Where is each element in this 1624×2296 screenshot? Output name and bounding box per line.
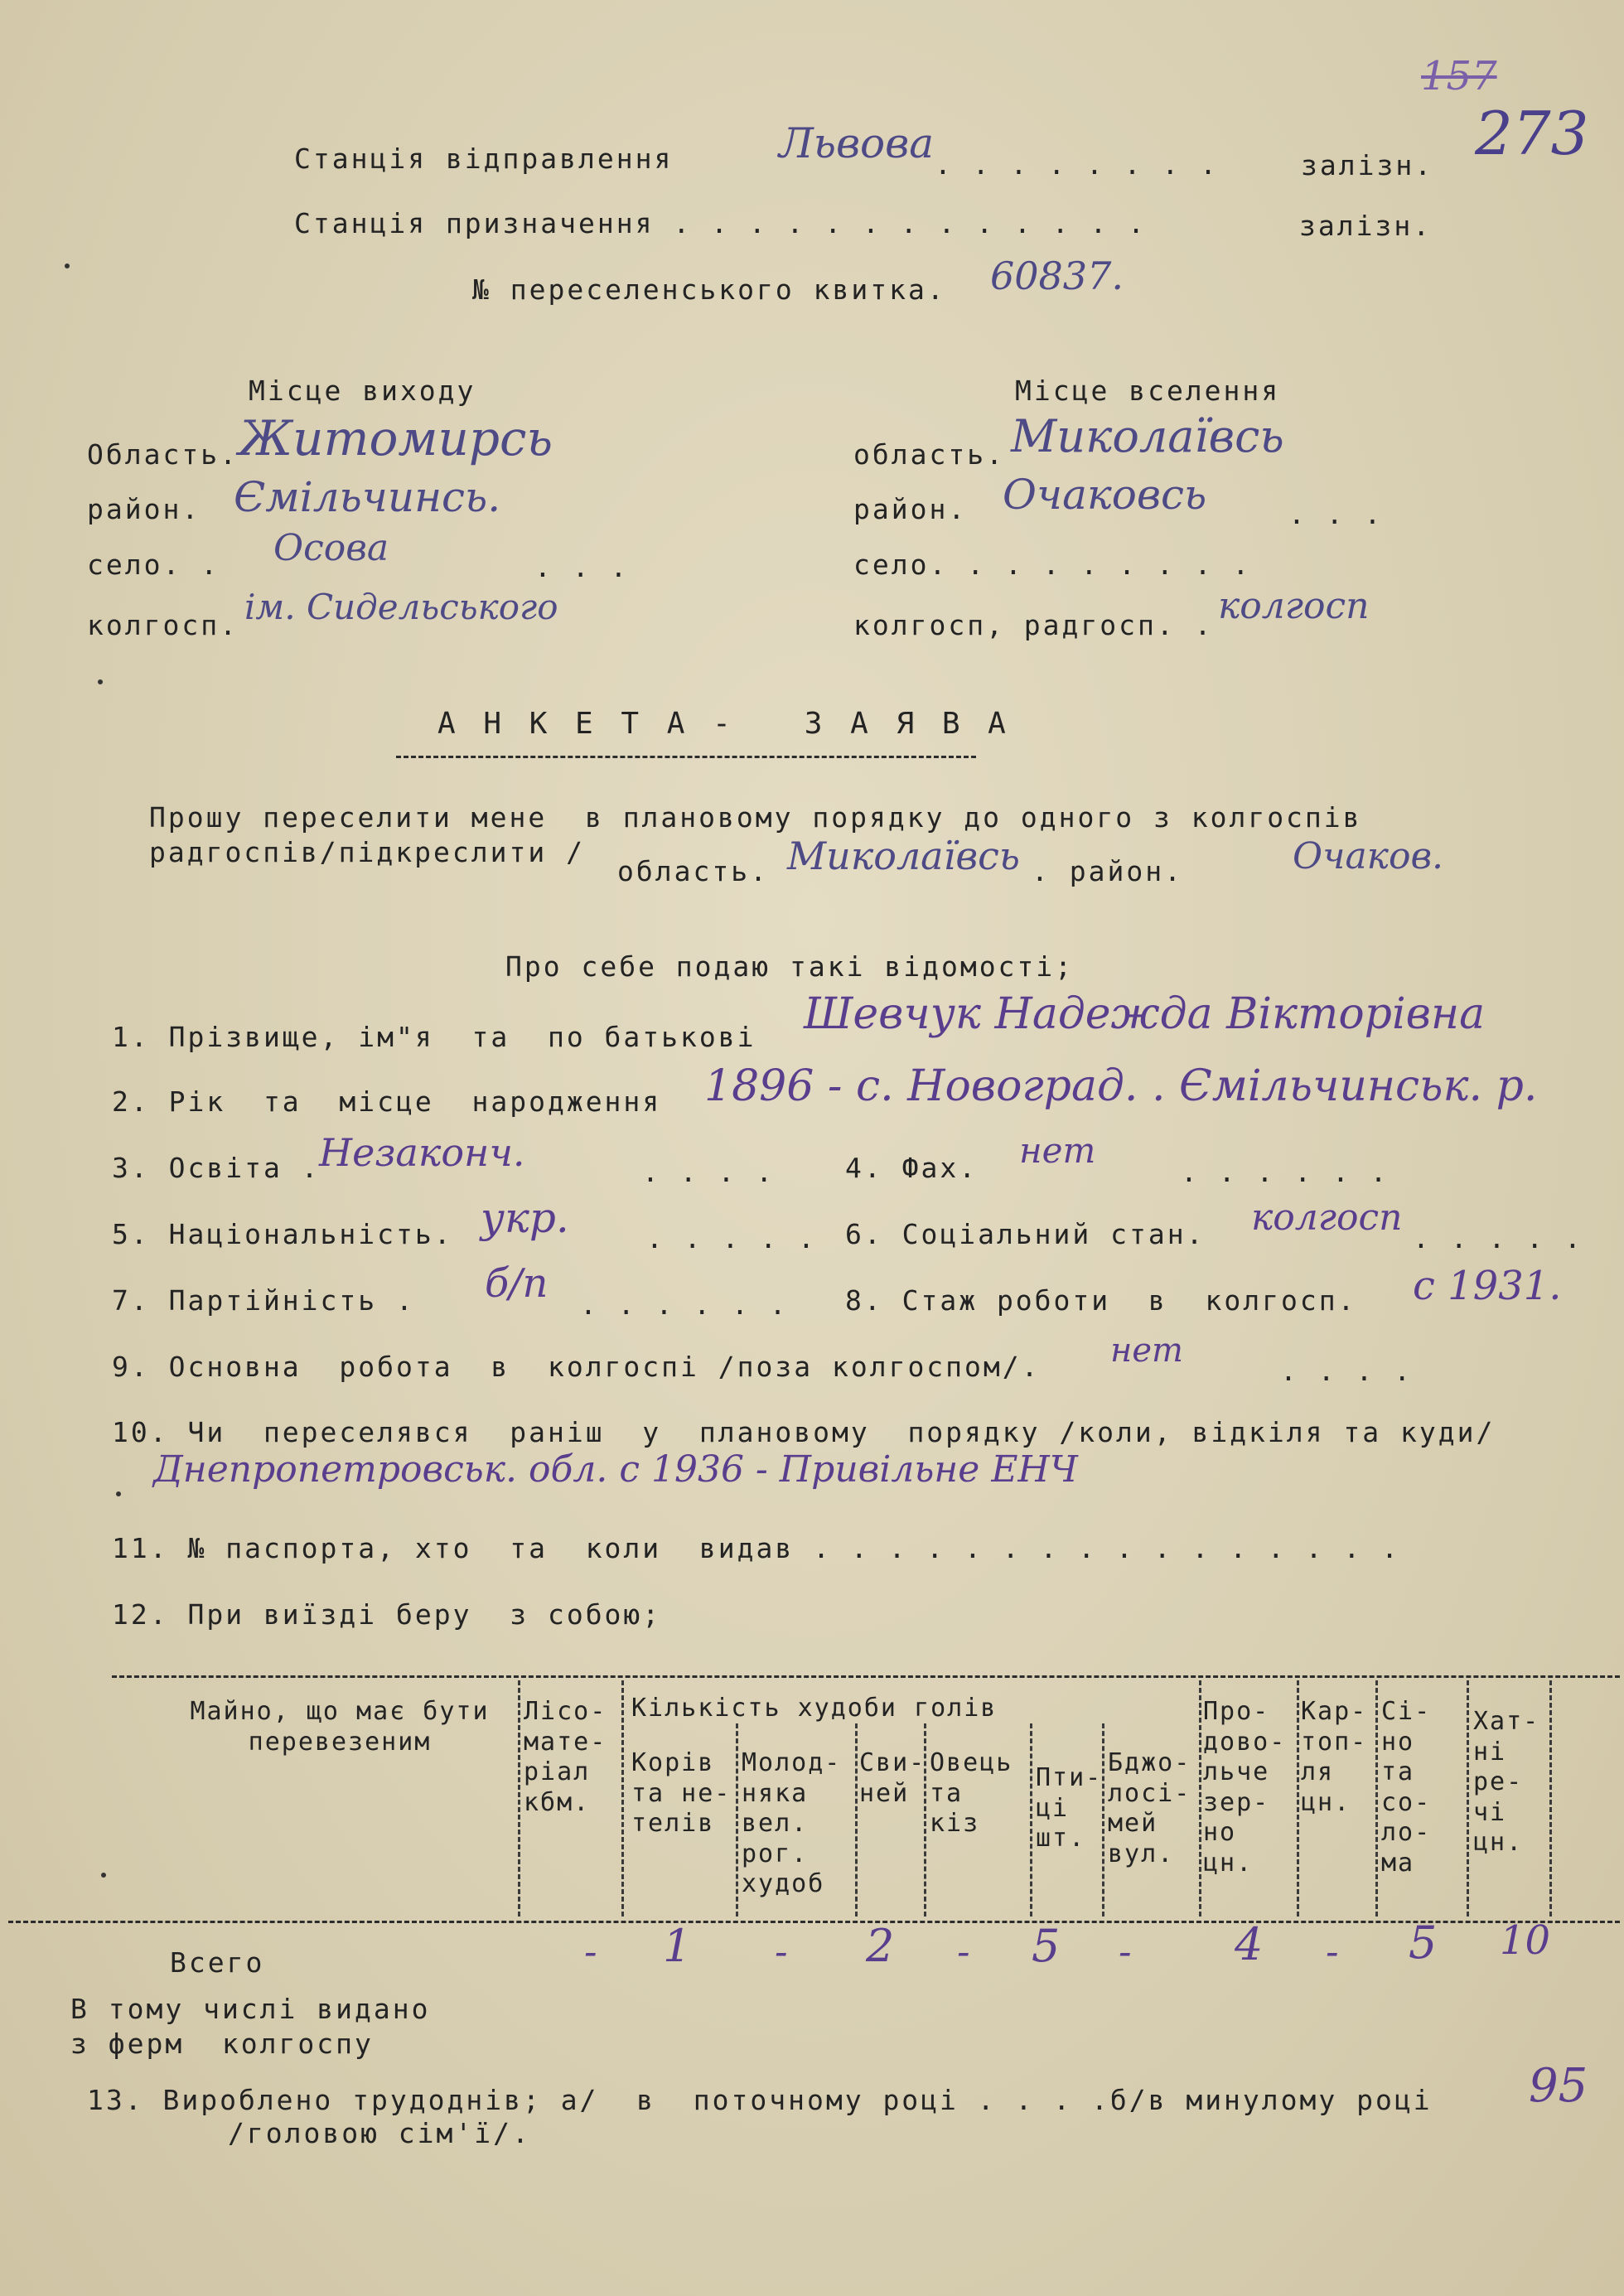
- paper-speck: [101, 1873, 106, 1878]
- issued-line-1: В тому числі видано: [70, 1993, 431, 2025]
- item-7-label: 7. Партійність .: [112, 1284, 415, 1317]
- table-col-divider: [621, 1680, 624, 1917]
- form-title: А Н К Е Т А - З А Я В А: [437, 707, 1011, 741]
- total-cell: 5: [1409, 1917, 1438, 1969]
- item-4-label: 4. Фах.: [845, 1152, 979, 1184]
- issued-line-2: з ферм колгоспу: [70, 2028, 374, 2060]
- origin-kolhosp-label: колгосп.: [87, 609, 239, 641]
- dest-raion-label: район.: [853, 493, 968, 525]
- table-col-divider: [1102, 1723, 1104, 1917]
- col-young-cattle: Молод-няка вел. рог. худоб: [742, 1748, 842, 1899]
- table-col-divider: [736, 1723, 738, 1917]
- total-cell: 5: [1032, 1920, 1061, 1972]
- item-1-value: Шевчук Надежда Вікторівна: [804, 989, 1486, 1039]
- item-12-label: 12. При виїзді беру з собою;: [112, 1598, 662, 1631]
- paper-speck: [116, 1491, 121, 1496]
- dest-oblast-value: Миколаївсь: [1011, 410, 1284, 462]
- destination-heading: Місце вселення: [1015, 375, 1281, 407]
- col-bees: Бджо-лосі-мей вул.: [1108, 1748, 1191, 1868]
- total-label: Всего: [170, 1946, 265, 1979]
- origin-selo-label: село. .: [87, 549, 220, 581]
- item-6-value: колгосп: [1251, 1196, 1403, 1239]
- total-cell: -: [775, 1929, 788, 1974]
- item-11-label: 11. № паспорта, хто та коли видав . . . . . . . . . . . . . . . .: [112, 1532, 1401, 1564]
- dest-raion-dots: . . .: [1288, 498, 1384, 530]
- item-3-label: 3. Освіта .: [112, 1152, 321, 1184]
- departure-station-label: Станція відправлення: [294, 143, 674, 175]
- table-col-divider: [1030, 1723, 1032, 1917]
- item-1-label: 1. Прізвище, ім"я та по батькові: [112, 1021, 756, 1053]
- dest-kolhosp-label: колгосп, радгосп. .: [853, 609, 1214, 641]
- dest-raion-value: Очаковсь: [1003, 471, 1207, 519]
- total-cell: -: [957, 1929, 970, 1974]
- total-cell: -: [1119, 1929, 1132, 1974]
- ticket-value: 60837.: [990, 254, 1124, 298]
- request-raion-value: Очаков.: [1293, 835, 1444, 877]
- total-cell: -: [584, 1929, 597, 1974]
- destination-station-label: Станція призначення . . . . . . . . . . . . .: [294, 207, 1148, 239]
- request-oblast-value: Миколаївсь: [787, 834, 1020, 878]
- total-cell: 1: [663, 1920, 692, 1972]
- ticket-label: № переселенського квитка.: [472, 273, 946, 306]
- col-pigs: Сви-ней: [859, 1748, 926, 1808]
- item-5-dots: . . . . .: [646, 1222, 817, 1254]
- item-6-dots: . . . . .: [1413, 1222, 1583, 1254]
- col-livestock-group: Кількість худоби голів: [631, 1694, 998, 1723]
- dest-selo-label: село. . . . . . . . .: [853, 549, 1252, 581]
- item-5-value: укр.: [481, 1194, 569, 1242]
- table-col-divider: [518, 1680, 520, 1917]
- table-col-divider: [1467, 1680, 1469, 1917]
- title-underline: [396, 756, 976, 758]
- rail-label-2: залізн.: [1299, 210, 1433, 242]
- workdays-label: 13. Вироблено трудоднів; а/ в поточному році . . . .б/в минулому році: [87, 2084, 1433, 2116]
- table-col-divider: [1297, 1680, 1299, 1917]
- table-col-divider: [855, 1723, 858, 1917]
- item-10-label: 10. Чи переселявся раніш у плановому порядку /коли, відкіля та куди/: [112, 1416, 1496, 1448]
- item-2-value: 1896 - с. Новоград. . Ємільчинськ. р.: [704, 1061, 1538, 1111]
- workdays-sub: /головою сім'ї/.: [228, 2117, 531, 2149]
- item-4-dots: . . . . . .: [1181, 1156, 1390, 1188]
- request-raion-label: . район.: [1032, 855, 1183, 887]
- rail-label-1: залізн.: [1301, 149, 1434, 181]
- item-7-value: б/п: [485, 1260, 549, 1307]
- request-oblast-label: область.: [617, 855, 769, 887]
- origin-heading: Місце виходу: [249, 375, 476, 407]
- origin-oblast-label: Область.: [87, 438, 239, 471]
- dest-oblast-label: область.: [853, 438, 1005, 471]
- item-5-label: 5. Національність.: [112, 1218, 453, 1250]
- origin-oblast-value: Житомирсь: [239, 410, 553, 466]
- origin-selo-dots: . . .: [534, 551, 630, 583]
- paper-speck: [65, 263, 70, 268]
- table-col-divider: [1549, 1680, 1552, 1917]
- col-poultry: Пти-ці шт.: [1036, 1763, 1103, 1854]
- col-property: Майно, що має бути перевезеним: [190, 1697, 490, 1757]
- total-cell: 2: [866, 1920, 895, 1972]
- departure-station-value: Львова: [779, 119, 935, 167]
- col-hay: Сі-но та со-ло-ма: [1381, 1697, 1432, 1878]
- request-line-2: радгоспів/підкреслити /: [149, 836, 585, 868]
- paper-speck: [98, 679, 103, 684]
- page-number: 273: [1475, 99, 1589, 168]
- table-top-border: [112, 1675, 1620, 1678]
- total-cell: 10: [1500, 1917, 1551, 1964]
- item-3-dots: . . . .: [642, 1156, 776, 1188]
- col-sheep: Овець та кіз: [930, 1748, 1013, 1839]
- item-9-label: 9. Основна робота в колгоспі /поза колгоспом/.: [112, 1351, 1041, 1383]
- page-number-crossed: 157: [1421, 53, 1497, 99]
- table-header-bottom-border: [8, 1921, 1620, 1923]
- departure-dots: . . . . . . . .: [935, 148, 1220, 181]
- col-grain: Про-дово-льче зер-но цн.: [1203, 1697, 1287, 1878]
- col-potatoes: Кар-топ-ля цн.: [1301, 1697, 1368, 1817]
- item-8-label: 8. Стаж роботи в колгосп.: [845, 1284, 1357, 1317]
- item-8-value: с 1931.: [1413, 1263, 1562, 1309]
- item-9-value: нет: [1110, 1332, 1183, 1370]
- origin-selo-value: Осова: [273, 527, 389, 569]
- origin-kolhosp-value: ім. Сидельського: [244, 587, 558, 627]
- item-7-dots: . . . . . .: [580, 1288, 789, 1321]
- dest-kolhosp-value: колгосп: [1218, 585, 1370, 627]
- about-self-heading: Про себе подаю такі відомості;: [505, 950, 1075, 983]
- item-6-label: 6. Соціальний стан.: [845, 1218, 1206, 1250]
- col-household: Хат-ні ре-чі цн.: [1473, 1707, 1540, 1858]
- total-cell: 4: [1235, 1918, 1264, 1970]
- origin-raion-value: Ємільчинсь.: [234, 473, 501, 521]
- table-col-divider: [1375, 1680, 1378, 1917]
- item-4-value: нет: [1019, 1130, 1096, 1171]
- col-timber: Лісо-мате-ріал кбм.: [524, 1697, 607, 1817]
- item-2-label: 2. Рік та місце народження: [112, 1085, 662, 1118]
- request-line-1: Прошу переселити мене в плановому порядку до одного з колгоспів: [149, 801, 1362, 834]
- item-10-value: Днепропетровськ. обл. с 1936 - Привільне ЕНЧ: [153, 1448, 1078, 1491]
- origin-raion-label: район.: [87, 493, 201, 525]
- total-cell: -: [1326, 1929, 1339, 1974]
- item-9-dots: . . . .: [1280, 1355, 1414, 1387]
- table-col-divider: [1199, 1680, 1201, 1917]
- workdays-value: 95: [1529, 2059, 1588, 2113]
- col-cows: Корів та не-телів: [631, 1748, 732, 1839]
- item-3-value: Незаконч.: [319, 1130, 525, 1175]
